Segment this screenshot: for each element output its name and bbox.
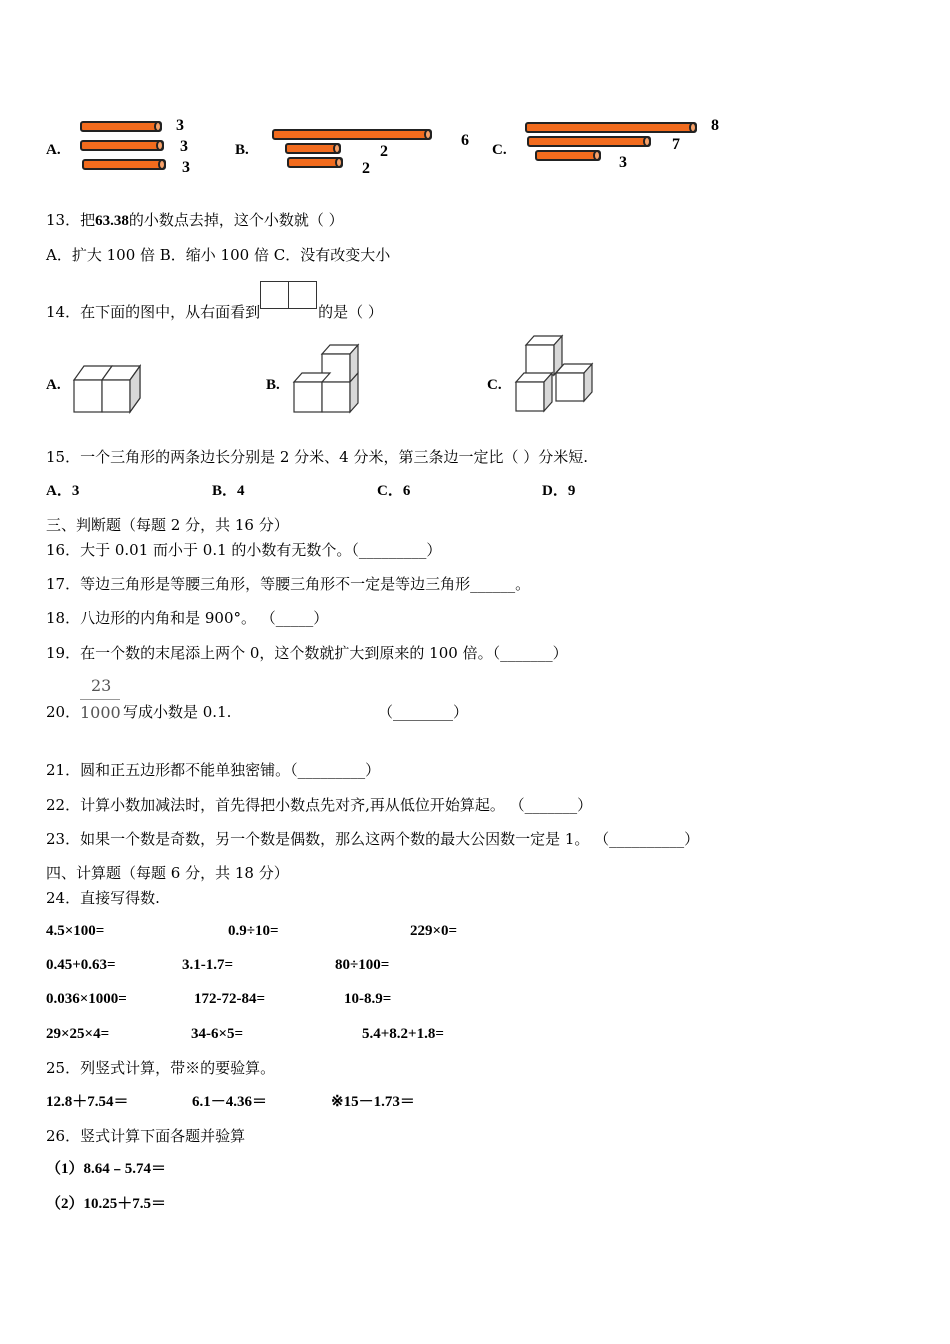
q15-stem: 15．一个三角形的两条边长分别是 2 分米、4 分米，第三条边一定比（ ）分米短.: [46, 448, 589, 466]
rod: [535, 150, 601, 161]
rod-length: 7: [672, 136, 680, 153]
question-26-title: 26．竖式计算下面各题并验算: [46, 1127, 246, 1145]
vertical-calc-item: （1）8.64﹣5.74＝: [46, 1161, 167, 1177]
q14-option-c-label: C.: [487, 377, 502, 393]
calc-item: 0.45+0.63=: [46, 957, 116, 973]
calc-item: 80÷100=: [335, 957, 390, 973]
q13-options: A．扩大 100 倍 B．缩小 100 倍 C．没有改变大小: [46, 246, 391, 264]
q12-option-a-label: A.: [46, 142, 61, 158]
question-23: 23．如果一个数是奇数，另一个数是偶数，那么这两个数的最大公因数一定是 1。 （__________）: [46, 830, 700, 848]
q15-option-b: B．4: [212, 483, 245, 499]
question-20-number: 20．: [46, 703, 81, 721]
section-3-heading: 三、判断题（每题 2 分，共 16 分）: [46, 516, 289, 534]
q14-option-a-label: A.: [46, 377, 61, 393]
q13-stem: 13．把63.38的小数点去掉，这个小数就（ ）: [46, 211, 344, 229]
question-20-text: 写成小数是 0.1.: [123, 703, 232, 721]
vertical-calc-item: 12.8＋7.54＝: [46, 1094, 129, 1110]
q14-option-b-label: B.: [266, 377, 280, 393]
q12-option-c-label: C.: [492, 142, 507, 158]
question-24-title: 24．直接写得数.: [46, 889, 160, 907]
calc-item: 4.5×100=: [46, 923, 105, 939]
rod-length: 2: [362, 160, 370, 177]
question-17: 17．等边三角形是等腰三角形，等腰三角形不一定是等边三角形______。: [46, 575, 531, 593]
q14-cube-figure-a: [70, 360, 154, 414]
fraction-denominator: 1000: [80, 703, 121, 722]
question-19: 19．在一个数的末尾添上两个 0，这个数就扩大到原来的 100 倍。（_______）: [46, 644, 568, 662]
vertical-calc-item: ※15－1.73＝: [331, 1094, 415, 1110]
fraction-bar: [80, 699, 120, 700]
question-22: 22．计算小数加减法时，首先得把小数点先对齐,再从低位开始算起。 （_______）: [46, 796, 593, 814]
q12-option-b-label: B.: [235, 142, 249, 158]
rod-length: 3: [619, 154, 627, 171]
rod: [525, 122, 697, 133]
rod: [287, 157, 343, 168]
rod: [82, 159, 166, 170]
calc-item: 0.9÷10=: [228, 923, 279, 939]
calc-item: 34-6×5=: [191, 1026, 244, 1042]
calc-item: 229×0=: [410, 923, 458, 939]
rod: [285, 143, 341, 154]
fraction-numerator: 23: [91, 676, 112, 695]
rod-length: 6: [461, 132, 469, 149]
q14-cube-figure-c: [512, 333, 596, 415]
q15-option-c: C．6: [377, 483, 411, 499]
vertical-calc-item: 6.1－4.36＝: [192, 1094, 268, 1110]
rod-length: 3: [182, 159, 190, 176]
section-4-heading: 四、计算题（每题 6 分，共 18 分）: [46, 864, 289, 882]
question-25-title: 25．列竖式计算，带※的要验算。: [46, 1059, 276, 1077]
rod-length: 3: [176, 117, 184, 134]
q15-option-a: A．3: [46, 483, 80, 499]
rod-length: 8: [711, 117, 719, 134]
q15-option-d: D．9: [542, 483, 576, 499]
rod: [80, 140, 164, 151]
calc-item: 5.4+8.2+1.8=: [362, 1026, 444, 1042]
question-20-blank: （________）: [378, 703, 469, 721]
calc-item: 3.1-1.7=: [182, 957, 234, 973]
rod: [80, 121, 162, 132]
rod: [272, 129, 432, 140]
calc-item: 0.036×1000=: [46, 991, 127, 1007]
rod-length: 2: [380, 143, 388, 160]
question-16: 16．大于 0.01 而小于 0.1 的小数有无数个。（_________）: [46, 541, 442, 559]
rod: [527, 136, 651, 147]
vertical-calc-item: （2）10.25＋7.5＝: [46, 1196, 167, 1212]
calc-item: 29×25×4=: [46, 1026, 110, 1042]
calc-item: 10-8.9=: [344, 991, 392, 1007]
q14-stem: 14．在下面的图中，从右面看到 的是（ ）: [46, 291, 383, 322]
q14-cube-figure-b: [290, 340, 366, 416]
calc-item: 172-72-84=: [194, 991, 266, 1007]
question-21: 21．圆和正五边形都不能单独密铺。（_________）: [46, 761, 381, 779]
two-square-view-figure: [260, 291, 318, 319]
question-18: 18．八边形的内角和是 900°。 （_____）: [46, 609, 329, 627]
rod-length: 3: [180, 138, 188, 155]
